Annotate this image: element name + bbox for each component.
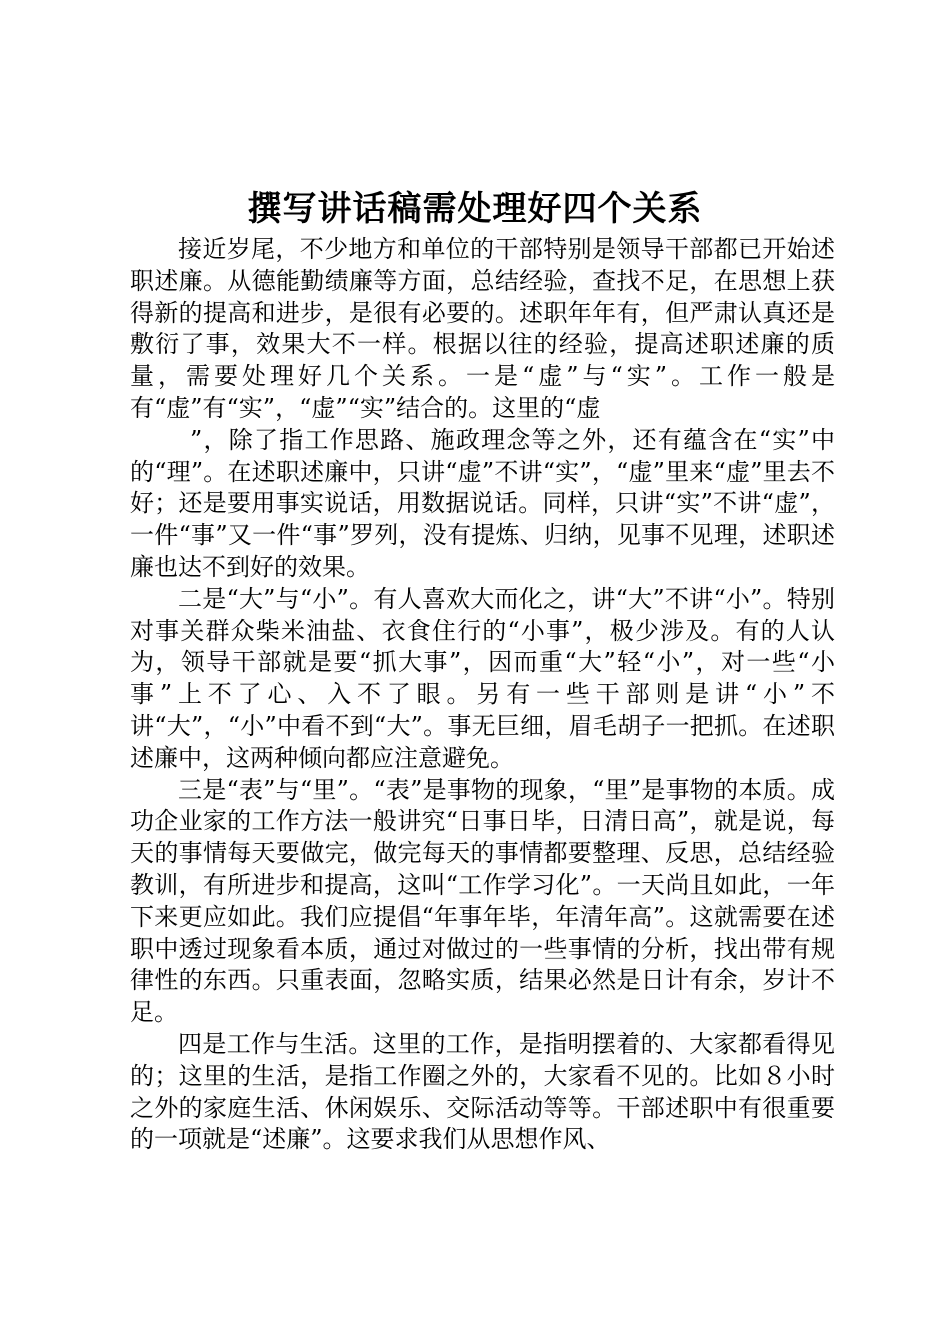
paragraph-1: 接近岁尾，不少地方和单位的干部特别是领导干部都已开始述职述廉。从德能勤绩廉等方面，总结经验，查找不足，在思想上获得新的提高和进步，是很有必要的。述职年年有，但严肃认真还是敷衍了事，效果大不一样。根据以往的经验，提高述职述廉的质量，需要处理好几个关系。一是“虚”与“实”。工作一般是有“虚”有“实”，“虚”“实”结合的。这里的“虚 [130, 235, 835, 422]
paragraph-4: 三是“表”与“里”。“表”是事物的现象，“里”是事物的本质。成功企业家的工作方法一般讲究“日事日毕，日清日高”，就是说，每天的事情每天要做完，做完每天的事情都要整理、反思，总结经验教训，有所进步和提高，这叫“工作学习化”。一天尚且如此，一年下来更应如此。我们应提倡“年事年毕，年清年高”。这就需要在述职中透过现象看本质，通过对做过的一些事情的分析，找出带有规律性的东西。只重表面，忽略实质，结果必然是日计有余，岁计不足。 [130, 775, 835, 1027]
paragraph-5: 四是工作与生活。这里的工作，是指明摆着的、大家都看得见的；这里的生活，是指工作圈之外的，大家看不见的。比如８小时之外的家庭生活、休闲娱乐、交际活动等等。干部述职中有很重要的一项就是“述廉”。这要求我们从思想作风、 [130, 1029, 835, 1154]
document-body [130, 234, 835, 1156]
paragraph-3: 二是“大”与“小”。有人喜欢大而化之，讲“大”不讲“小”。特别对事关群众柴米油盐、衣食住行的“小事”，极少涉及。有的人认为，领导干部就是要“抓大事”，因而重“大”轻“小”，对一些“小事”上不了心、入不了眼。另有一些干部则是讲“小”不讲“大”，“小”中看不到“大”。事无巨细，眉毛胡子一把抓。在述职述廉中，这两种倾向都应注意避免。 [130, 584, 835, 772]
document-title: 撰写讲话稿需处理好四个关系 [247, 189, 703, 229]
paragraph-2: ”，除了指工作思路、施政理念等之外，还有蕴含在“实”中的“理”。在述职述廉中，只讲“虚”不讲“实”，“虚”里来“虚”里去不好；还是要用事实说话，用数据说话。同样，只讲“实”不讲“虚”，一件“事”又一件“事”罗列，没有提炼、归纳，见事不见理，述职述廉也达不到好的效果。 [130, 425, 835, 581]
